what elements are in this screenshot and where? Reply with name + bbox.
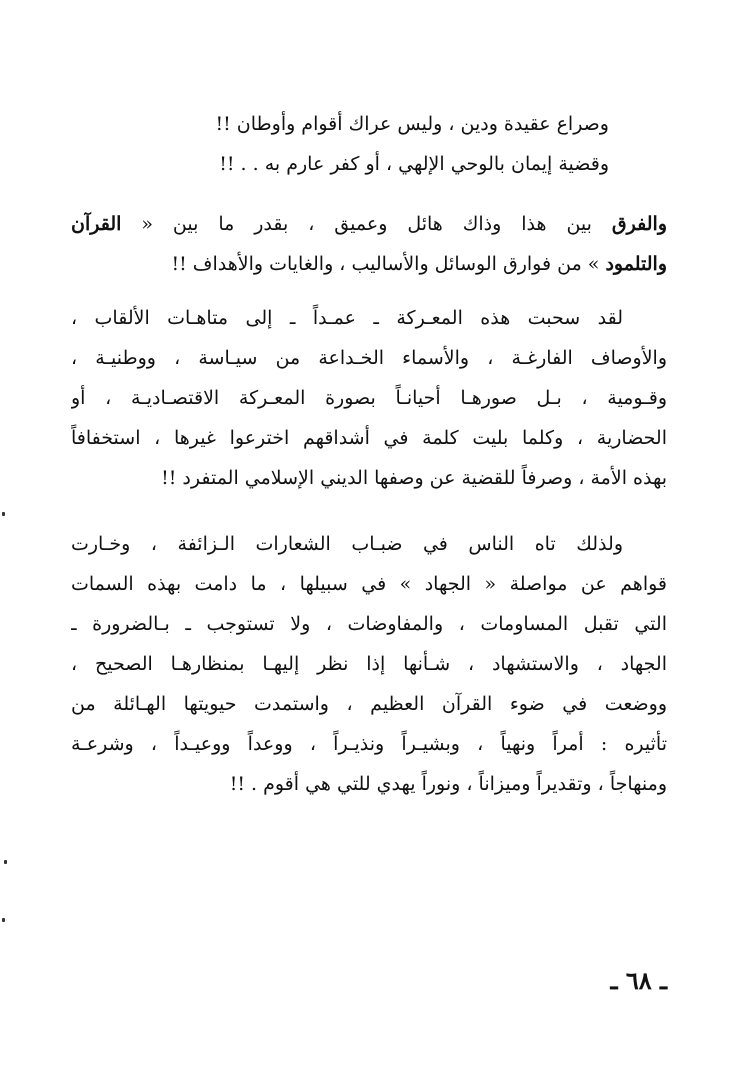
page-number: ـ ٦٨ ـ [610,966,667,995]
verse-block [129,104,609,184]
paragraph-2-line-5: بهذه الأمة ، وصرفاً للقضية عن وصفها الديني الإسلامي المتفرد !! [161,467,667,489]
verse-line-2: وقضية إيمان بالوحي الإلهي ، أو كفر عارم به . . !! [219,153,609,175]
bold-lead-word: والفرق [611,213,667,235]
paragraph-3-line-5: ووضعت في ضوء القرآن العظيم ، واستمدت حيويتها الهـائلة من [71,693,667,715]
bold-quran-word: القرآن [71,213,122,235]
paragraph-3-line-7: ومنهاجاً ، وتقديراً وميزاناً ، ونوراً يهدي للتي هي أقوم . !! [229,773,667,795]
paragraph-1-line-2 [71,244,667,284]
paragraph-1-line-1 [71,204,667,244]
paragraph-3-line-1: ولذلك تاه الناس في ضبـاب الشعارات الـزائفة ، وخـارت [71,533,623,555]
paragraph-3-line-2: قواهم عن مواصلة « الجهاد » في سبيلها ، ما دامت بهذه السمات [71,573,667,595]
verse-line-1: وصراع عقيدة ودين ، وليس عراك أقوام وأوطان !! [215,113,609,135]
paragraph-2-line-3: وقـومية ، بـل صورهـا أحيانـاً بصورة المعـركة الاقتصـاديـة ، أو [71,387,667,409]
paragraph-2-line-1: لقد سحبت هذه المعـركة ـ عمـداً ـ إلى متاهـات الألقاب ، [71,307,623,329]
paragraph-2-line-2: والأوصاف الفارغـة ، والأسماء الخـداعة من سيـاسة ، ووطنيـة ، [71,347,667,369]
scan-speck [2,512,5,516]
paragraph-1-line-2-text: » من فوارق الوسائل والأساليب ، والغايات والأهداف !! [171,253,606,275]
scan-speck [4,860,7,864]
paragraph-1 [71,204,667,284]
bold-talmud-word: والتلمود [605,253,667,275]
paragraph-3 [71,524,667,804]
paragraph-1-line-1-text: بين هذا وذاك هائل وعميق ، بقدر ما بين « [121,213,592,235]
paragraph-3-line-3: التي تقبل المساومات ، والمفاوضات ، ولا تستوجب ـ بـالضرورة ـ [71,613,667,635]
paragraph-3-line-6: تأثيره : أمراً ونهياً ، وبشيـراً ونذيـراً ، ووعداً ووعيـداً ، وشرعـة [71,733,667,755]
scan-speck [2,918,5,922]
paragraph-3-line-4: الجهاد ، والاستشهاد ، شـأنها إذا نظر إليهـا بمنظارهـا الصحيح ، [71,653,667,675]
paragraph-2-line-4: الحضارية ، وكلما بليت كلمة في أشداقهم اخترعوا غيرها ، استخفافاً [71,427,667,449]
paragraph-2 [71,298,667,498]
